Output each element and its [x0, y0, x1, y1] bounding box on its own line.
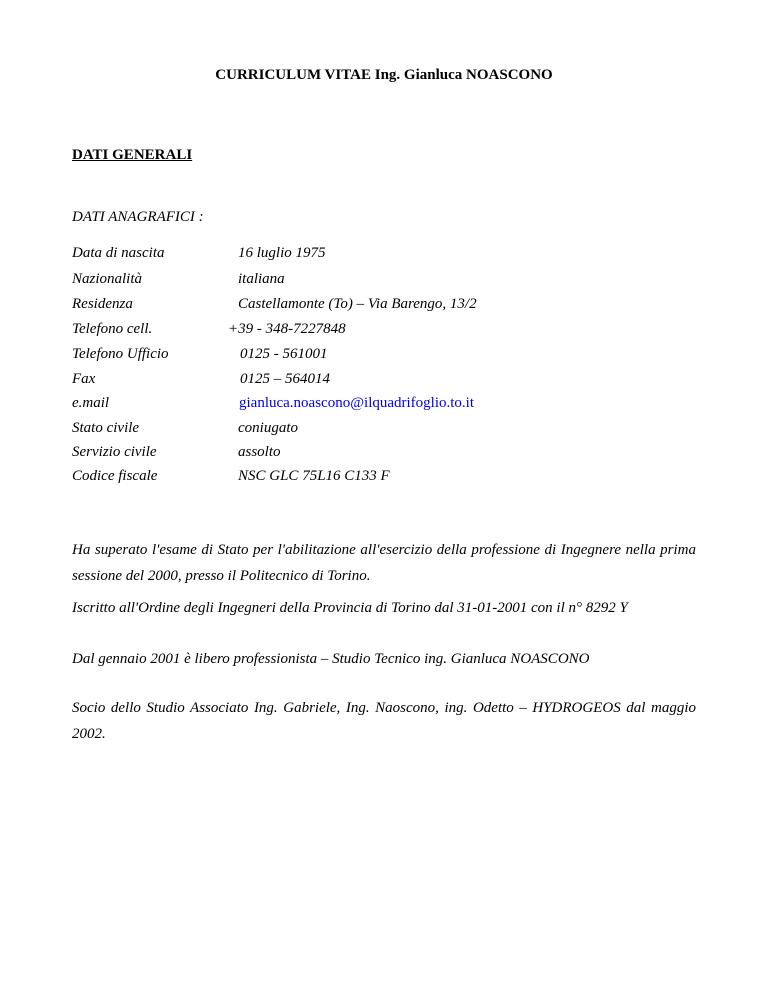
field-value: Castellamonte (To) – Via Barengo, 13/2 — [238, 296, 477, 312]
field-label: Residenza — [72, 296, 133, 312]
field-value: coniugato — [238, 420, 298, 436]
field-row-fax — [72, 370, 692, 388]
subheading-dati-anagrafici: DATI ANAGRAFICI : — [72, 209, 204, 225]
paragraph-iscrizione-ordine: Iscritto all'Ordine degli Ingegneri della Provincia di Torino dal 31-01-2001 con il n° 8292 Y — [72, 600, 628, 616]
field-row-data-nascita — [72, 244, 692, 262]
field-label: e.mail — [72, 395, 110, 411]
field-label: Telefono Ufficio — [72, 346, 169, 362]
field-label: Stato civile — [72, 420, 140, 436]
paragraph-libero-professionista: Dal gennaio 2001 è libero professionista – Studio Tecnico ing. Gianluca NOASCONO — [72, 651, 590, 667]
field-label: Codice fiscale — [72, 468, 158, 484]
field-row-email — [72, 394, 692, 412]
field-value: 0125 – 564014 — [240, 371, 330, 387]
field-row-servizio-civile — [72, 443, 692, 461]
field-row-stato-civile — [72, 419, 692, 437]
document-title: CURRICULUM VITAE Ing. Gianluca NOASCONO — [215, 67, 553, 83]
field-label: Telefono cell. — [72, 321, 153, 337]
email-link[interactable]: gianluca.noascono@ilquadrifoglio.to.it — [239, 395, 475, 411]
field-value: assolto — [238, 444, 281, 460]
field-label: Nazionalità — [72, 271, 143, 287]
field-label: Fax — [72, 371, 96, 387]
field-label: Data di nascita — [72, 245, 165, 261]
field-row-telefono-ufficio — [72, 345, 692, 363]
field-row-codice-fiscale — [72, 467, 692, 485]
field-value: +39 - 348-7227848 — [228, 321, 346, 337]
field-row-nazionalita — [72, 270, 692, 288]
field-value: 16 luglio 1975 — [238, 245, 326, 261]
field-value: 0125 - 561001 — [240, 346, 328, 362]
field-value: italiana — [238, 271, 285, 287]
field-value: NSC GLC 75L16 C133 F — [238, 468, 390, 484]
field-label: Servizio civile — [72, 444, 157, 460]
paragraph-esame-stato: Ha superato l'esame di Stato per l'abilitazione all'esercizio della professione di Ingegnere nella prima sessione del 2000, presso il Politecnico di Torino. — [72, 542, 696, 584]
paragraph-socio-studio: Socio dello Studio Associato Ing. Gabriele, Ing. Naoscono, ing. Odetto – HYDROGEOS dal maggio 2002. — [72, 700, 696, 742]
field-row-telefono-cell — [72, 320, 692, 338]
section-heading-dati-generali: DATI GENERALI — [72, 147, 193, 163]
field-row-residenza — [72, 295, 692, 313]
